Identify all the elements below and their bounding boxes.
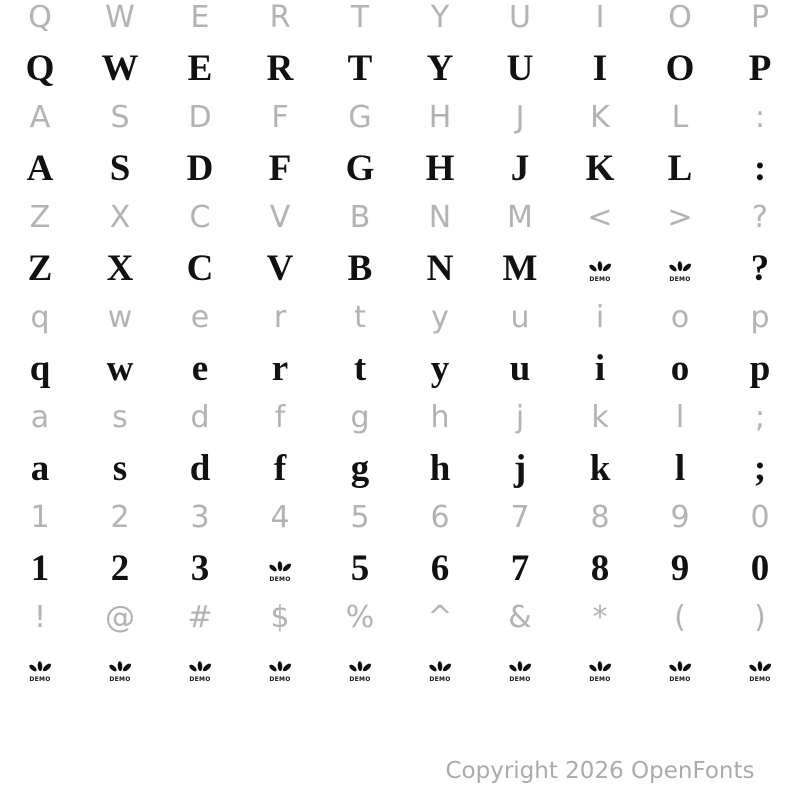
specimen-glyph: 2 xyxy=(110,547,130,589)
glyph-row-5-reference xyxy=(0,193,800,243)
specimen-glyph: a xyxy=(30,447,50,489)
reference-glyph: * xyxy=(592,600,608,635)
reference-glyph: f xyxy=(274,400,286,435)
glyph-row-4-specimen xyxy=(0,143,800,193)
reference-glyph: S xyxy=(110,100,130,135)
demo-fleuron-icon xyxy=(187,661,213,682)
reference-glyph: R xyxy=(269,0,291,35)
specimen-glyph: i xyxy=(594,347,606,389)
demo-restricted-glyph xyxy=(320,643,400,693)
specimen-glyph: X xyxy=(106,247,134,289)
demo-fleuron-icon xyxy=(667,261,693,282)
demo-glyph-placeholder xyxy=(747,661,773,682)
specimen-glyph: J xyxy=(510,147,530,189)
reference-glyph: t xyxy=(354,300,366,335)
reference-glyph: T xyxy=(350,0,370,35)
reference-glyph: J xyxy=(515,100,525,135)
reference-glyph: $ xyxy=(270,600,290,635)
specimen-glyph: 9 xyxy=(670,547,690,589)
glyph-row-3-reference xyxy=(0,93,800,143)
demo-restricted-glyph xyxy=(240,643,320,693)
glyph-row-12-specimen xyxy=(0,543,800,593)
reference-glyph: P xyxy=(750,0,770,35)
reference-glyph: E xyxy=(190,0,210,35)
demo-label: DEMO xyxy=(29,675,51,682)
demo-fleuron-icon xyxy=(507,661,533,682)
reference-glyph: L xyxy=(671,100,689,135)
reference-glyph: Y xyxy=(430,0,450,35)
demo-restricted-glyph xyxy=(640,643,720,693)
demo-glyph-placeholder xyxy=(107,661,133,682)
glyph-row-2-specimen xyxy=(0,43,800,93)
demo-fleuron-icon xyxy=(107,661,133,682)
specimen-glyph: K xyxy=(585,147,615,189)
demo-restricted-glyph xyxy=(720,643,800,693)
demo-restricted-glyph xyxy=(0,643,80,693)
demo-fleuron-icon xyxy=(267,661,293,682)
demo-fleuron-icon xyxy=(427,661,453,682)
reference-glyph: Z xyxy=(29,200,51,235)
demo-glyph-placeholder xyxy=(667,261,693,282)
reference-glyph: V xyxy=(269,200,291,235)
reference-glyph: 5 xyxy=(350,500,370,535)
glyph-row-7-reference xyxy=(0,293,800,343)
reference-glyph: U xyxy=(509,0,531,35)
demo-restricted-glyph xyxy=(640,243,720,293)
specimen-glyph: w xyxy=(106,347,134,389)
specimen-glyph: V xyxy=(266,247,294,289)
demo-fleuron-icon xyxy=(267,561,293,582)
specimen-glyph: E xyxy=(187,47,213,89)
specimen-glyph: o xyxy=(670,347,690,389)
reference-glyph: O xyxy=(668,0,692,35)
reference-glyph: o xyxy=(670,300,690,335)
reference-glyph: h xyxy=(430,400,450,435)
reference-glyph: ( xyxy=(674,600,686,635)
specimen-glyph: F xyxy=(268,147,292,189)
demo-glyph-placeholder xyxy=(587,261,613,282)
demo-fleuron-icon xyxy=(587,261,613,282)
specimen-glyph: 7 xyxy=(510,547,530,589)
demo-label: DEMO xyxy=(749,675,771,682)
reference-glyph: a xyxy=(30,400,50,435)
specimen-glyph: P xyxy=(748,47,772,89)
demo-glyph-placeholder xyxy=(507,661,533,682)
demo-glyph-placeholder xyxy=(267,661,293,682)
specimen-glyph: D xyxy=(186,147,214,189)
specimen-glyph: y xyxy=(430,347,450,389)
specimen-glyph: 8 xyxy=(590,547,610,589)
specimen-glyph: s xyxy=(112,447,128,489)
reference-glyph: # xyxy=(187,600,213,635)
specimen-glyph: u xyxy=(509,347,531,389)
reference-glyph: ? xyxy=(752,200,768,235)
demo-fleuron-icon xyxy=(27,661,53,682)
demo-glyph-placeholder xyxy=(427,661,453,682)
glyph-row-13-reference xyxy=(0,593,800,643)
reference-glyph: 1 xyxy=(30,500,50,535)
specimen-glyph: G xyxy=(345,147,375,189)
reference-glyph: 6 xyxy=(430,500,450,535)
copyright-text: Copyright 2026 OpenFonts xyxy=(445,758,755,784)
specimen-glyph: 3 xyxy=(190,547,210,589)
specimen-glyph: d xyxy=(189,447,211,489)
reference-glyph: 8 xyxy=(590,500,610,535)
demo-restricted-glyph xyxy=(240,543,320,593)
reference-glyph: k xyxy=(591,400,609,435)
demo-restricted-glyph xyxy=(160,643,240,693)
specimen-glyph: Q xyxy=(25,47,55,89)
reference-glyph: ^ xyxy=(427,600,453,635)
specimen-glyph: R xyxy=(266,47,294,89)
demo-glyph-placeholder xyxy=(587,661,613,682)
reference-glyph: C xyxy=(189,200,211,235)
specimen-glyph: k xyxy=(589,447,611,489)
demo-fleuron-icon xyxy=(747,661,773,682)
reference-glyph: 2 xyxy=(110,500,130,535)
reference-glyph: G xyxy=(348,100,372,135)
reference-glyph: H xyxy=(428,100,452,135)
specimen-glyph: I xyxy=(592,47,608,89)
specimen-glyph: L xyxy=(667,147,693,189)
specimen-glyph: N xyxy=(426,247,454,289)
specimen-glyph: ; xyxy=(753,447,767,489)
demo-label: DEMO xyxy=(349,675,371,682)
demo-glyph-placeholder xyxy=(347,661,373,682)
reference-glyph: 7 xyxy=(510,500,530,535)
reference-glyph: 3 xyxy=(190,500,210,535)
reference-glyph: % xyxy=(345,600,375,635)
specimen-glyph: C xyxy=(186,247,214,289)
reference-glyph: y xyxy=(431,300,449,335)
reference-glyph: A xyxy=(29,100,51,135)
specimen-glyph: S xyxy=(109,147,131,189)
demo-label: DEMO xyxy=(269,575,291,582)
specimen-glyph: T xyxy=(347,47,373,89)
demo-restricted-glyph xyxy=(400,643,480,693)
specimen-glyph: : xyxy=(753,147,767,189)
demo-label: DEMO xyxy=(109,675,131,682)
reference-glyph: j xyxy=(515,400,525,435)
specimen-glyph: f xyxy=(273,447,287,489)
glyph-row-10-specimen xyxy=(0,443,800,493)
reference-glyph: F xyxy=(271,100,289,135)
specimen-glyph: O xyxy=(665,47,695,89)
demo-glyph-placeholder xyxy=(187,661,213,682)
specimen-glyph: l xyxy=(674,447,686,489)
specimen-glyph: g xyxy=(350,447,370,489)
specimen-glyph: W xyxy=(101,47,139,89)
glyph-row-6-specimen xyxy=(0,243,800,293)
reference-glyph: & xyxy=(508,600,532,635)
reference-glyph: K xyxy=(590,100,610,135)
reference-glyph: W xyxy=(105,0,135,35)
demo-fleuron-icon xyxy=(587,661,613,682)
reference-glyph: D xyxy=(188,100,212,135)
specimen-glyph: M xyxy=(502,247,538,289)
glyph-row-14-specimen xyxy=(0,643,800,693)
reference-glyph: > xyxy=(667,200,693,235)
reference-glyph: 4 xyxy=(270,500,290,535)
glyph-row-1-reference xyxy=(0,0,800,43)
demo-label: DEMO xyxy=(589,275,611,282)
specimen-glyph: 6 xyxy=(430,547,450,589)
reference-glyph: 0 xyxy=(750,500,770,535)
demo-label: DEMO xyxy=(429,675,451,682)
demo-fleuron-icon xyxy=(667,661,693,682)
demo-glyph-placeholder xyxy=(267,561,293,582)
reference-glyph: 9 xyxy=(670,500,690,535)
specimen-glyph: r xyxy=(271,347,289,389)
specimen-glyph: B xyxy=(347,247,373,289)
specimen-glyph: H xyxy=(425,147,455,189)
reference-glyph: ! xyxy=(33,600,47,635)
reference-glyph: w xyxy=(107,300,133,335)
specimen-glyph: Z xyxy=(27,247,53,289)
reference-glyph: r xyxy=(273,300,287,335)
reference-glyph: : xyxy=(754,100,766,135)
demo-restricted-glyph xyxy=(480,643,560,693)
reference-glyph: X xyxy=(109,200,131,235)
reference-glyph: l xyxy=(675,400,685,435)
demo-label: DEMO xyxy=(509,675,531,682)
glyph-row-8-specimen xyxy=(0,343,800,393)
demo-restricted-glyph xyxy=(80,643,160,693)
demo-label: DEMO xyxy=(669,675,691,682)
reference-glyph: M xyxy=(507,200,533,235)
demo-restricted-glyph xyxy=(560,243,640,293)
specimen-glyph: j xyxy=(513,447,527,489)
reference-glyph: < xyxy=(587,200,613,235)
demo-glyph-placeholder xyxy=(27,661,53,682)
specimen-glyph: U xyxy=(506,47,534,89)
specimen-glyph: e xyxy=(191,347,209,389)
reference-glyph: s xyxy=(112,400,128,435)
reference-glyph: p xyxy=(750,300,770,335)
specimen-glyph: Y xyxy=(426,47,454,89)
demo-glyph-placeholder xyxy=(667,661,693,682)
specimen-glyph: p xyxy=(749,347,771,389)
specimen-glyph: A xyxy=(26,147,54,189)
reference-glyph: q xyxy=(30,300,50,335)
specimen-glyph: ? xyxy=(750,247,770,289)
reference-glyph: i xyxy=(595,300,605,335)
demo-label: DEMO xyxy=(589,675,611,682)
reference-glyph: @ xyxy=(105,600,135,635)
specimen-glyph: t xyxy=(353,347,367,389)
demo-restricted-glyph xyxy=(560,643,640,693)
specimen-glyph: 1 xyxy=(30,547,50,589)
reference-glyph: e xyxy=(190,300,210,335)
reference-glyph: g xyxy=(350,400,370,435)
demo-label: DEMO xyxy=(669,275,691,282)
specimen-glyph: 5 xyxy=(350,547,370,589)
reference-glyph: Q xyxy=(28,0,52,35)
demo-label: DEMO xyxy=(269,675,291,682)
glyph-row-9-reference xyxy=(0,393,800,443)
reference-glyph: ; xyxy=(754,400,766,435)
demo-label: DEMO xyxy=(189,675,211,682)
demo-fleuron-icon xyxy=(347,661,373,682)
specimen-glyph: 0 xyxy=(750,547,770,589)
reference-glyph: B xyxy=(349,200,371,235)
reference-glyph: ) xyxy=(754,600,766,635)
specimen-glyph: q xyxy=(29,347,51,389)
glyph-row-11-reference xyxy=(0,493,800,543)
reference-glyph: u xyxy=(510,300,530,335)
reference-glyph: d xyxy=(190,400,210,435)
reference-glyph: N xyxy=(428,200,452,235)
specimen-glyph: h xyxy=(429,447,451,489)
reference-glyph: I xyxy=(595,0,605,35)
